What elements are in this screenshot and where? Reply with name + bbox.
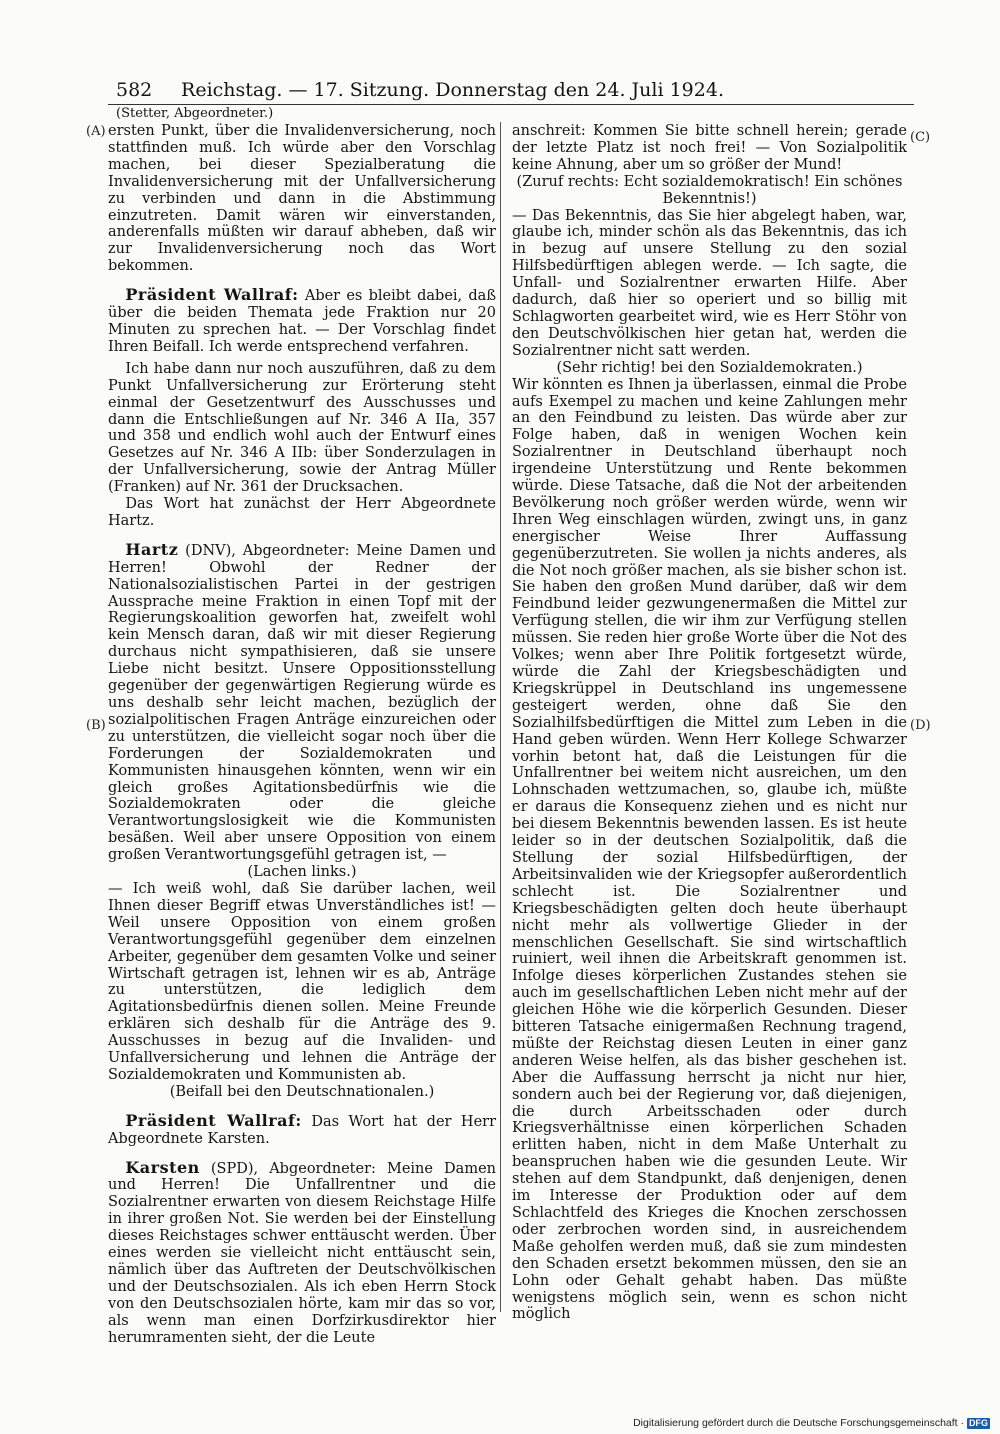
dfg-logo: DFG (969, 1417, 988, 1428)
speaker-name: Präsident Wallraf: (125, 285, 299, 305)
margin-marker-a: (A) (86, 124, 106, 139)
paragraph (108, 1157, 496, 1347)
digitization-footer (633, 1416, 990, 1430)
speaker-name: Hartz (125, 539, 179, 559)
speech-text: Aber es bleibt dabei, daß über die beiden Themata jede Fraktion nur 20 Minuten zu sprechen hat. — Der Vorschlag findet Ihren Beifall. Ich werde entsprechend verfahren. (108, 288, 497, 355)
paragraph (108, 539, 497, 864)
running-title: Reichstag. — 17. Sitzung. Donnerstag den 24. Juli 1924. (181, 79, 724, 101)
interjection: (Lachen links.) (247, 864, 357, 881)
paragraph: Ich habe dann nur noch auszuführen, daß zu dem Punkt Unfallversicherung zur Erörterung steht einmal der Gesetzentwurf des Ausschusses und dann die Entschließungen auf Nr. 346 A IIa, 357 und 358 und endlich wohl auch der Entwurf eines Gesetzes auf Nr. 346 A IIb: über Sonderzulagen in der Unfallversicherung, sowie der Antrag Müller (Franken) auf Nr. 361 der Drucksachen. (108, 360, 496, 496)
speech-text: (DNV), Abgeordneter: Meine Damen und Herren! Obwohl der Redner der Nationalsozialistischen Partei in der gestrigen Aussprache meine Fraktion in einen Topf mit der Regierungskoalition geworfen hat, zweifelt wohl kein Mensch daran, daß wir mit dieser Regierung durchaus nicht sympathisieren, daß sie unsere Liebe nicht besitzt. Unsere Oppositionsstellung gegenüber der gegenwärtigen Regierung würde es uns deshalb sehr leicht machen, bezüglich der sozialpolitischen Fragen Anträge einzureichen oder zu unterstützen, die vielleicht sogar noch über die Forderungen der Sozialdemokraten und Kommunisten hinausgehen könnten, wenn wir ein gleich großes Agitationsbedürfnis wie die Sozialdemokraten oder die gleiche Verantwortungslosigkeit wie die Kommunisten besäßen. Weil aber unsere Opposition von einem großen Verantwortungsgefühl getragen ist, — (108, 542, 497, 864)
paragraph: Wir könnten es Ihnen ja überlassen, einmal die Probe aufs Exempel zu machen und keine Zahlungen mehr an den Feindbund zu leisten. Das würde aber zur Folge haben, daß in wenigen Wochen kein Sozialrentner in Deutschland überhaupt noch irgendeine Unterstützung und Rente bekommen würde. Diese Tatsache, daß die Not der arbeitenden Bevölkerung noch größer werden würde, wenn wir Ihren Weg einschlagen würden, zwingt uns, in ganz energischer Weise Ihrer Auffassung gegenüberzutreten. Sie wollen ja nichts anderes, als die Not noch größer machen, als sie bisher schon ist. Sie haben den großen Mund darüber, daß wir dem Feindbund leider gezwungenermaßen die Mittel zur Verfügung stellen, die wir ihm zur Verfügung stellen müssen. Sie reden hier große Worte über die Not des Volkes; wenn aber Ihre Politik fortgesetzt würde, würde die Zahl der Kriegsbeschädigten und Kriegskrüppel in Deutschland ins ungemessene gesteigert werden, ohne daß Sie den Sozialhilfsbedürftigen die Mittel zum Leben in die Hand geben würden. Wenn Herr Kollege Schwarzer vorhin betont hat, daß die Leistungen für die Unfallrentner bei weitem nicht ausreichen, um den Lohnschaden wettzumachen, so, glaube ich, müßte er daraus die Konsequenz ziehen und es nicht nur bei diesem Bekenntnis bewenden lassen. Es ist heute leider so in der deutschen Sozialpolitik, daß die Stellung der sozial Hilfsbedürftigen, der Arbeitsinvaliden wie der Kriegsopfer außerordentlich schlecht ist. Die Sozialrentner und Kriegsbeschädigten gelten doch heute überhaupt nicht mehr als vollwertige Glieder in der menschlichen Gesellschaft. Sie sind wirtschaftlich ruiniert, weil ihnen die Arbeitskraft genommen ist. Infolge dieses körperlichen Zustandes stehen sie auch im gesellschaftlichen Leben nicht mehr auf der gleichen Höhe wie die körperlich Gesunden. Dieser bitteren Tatsache einigermaßen Rechnung tragend, müßte der Reichstag diesen Leuten in einer ganz anderen Weise helfen, als das bisher geschehen ist. Aber die Auffassung herrscht ja nicht nur hier, sondern auch bei der Regierung vor, daß diejenigen, die durch Arbeitsschaden oder durch Kriegsverhältnisse einen körperlichen Schaden erlitten haben, nicht in dem Maße Unterhalt zu beanspruchen haben wie die gesunden Leute. Wir stehen auf dem Standpunkt, daß denjenigen, denen im Interesse der Produktion oder auf dem Schlachtfeld des Krieges die Knochen zerschossen oder zerbrochen worden sind, in ausreichendem Maße geholfen werden muß, daß sie zum mindesten den Schaden ersetzt bekommen müssen, den sie an Lohn oder Gehalt gehabt haben. Das müßte wenigstens möglich sein, wenn es schon nicht möglich (512, 376, 907, 1323)
speaker-name: Präsident Wallraf: (125, 1110, 302, 1130)
paragraph (108, 287, 496, 356)
speaker-name: Karsten (125, 1157, 200, 1177)
header-rule (108, 104, 914, 105)
footer-text: Digitalisierung gefördert durch die Deutsche Forschungsgemeinschaft · (633, 1417, 964, 1429)
interjection: (Beifall bei den Deutschnationalen.) (169, 1083, 435, 1100)
paragraph: — Das Bekenntnis, das Sie hier abgelegt haben, war, glaube ich, minder schön als das Bekenntnis, das ich in bezug auf unsere Stellung zu den sozial Hilfsbedürftigen ablegen werde. — Ich sagte, die Unfall- und Sozialrentner erwarten Hilfe. Aber dadurch, daß hier so operiert und so billig mit Schlagworten gearbeitet wird, wie es Herr Stöhr von den Deutschvölkischen hier getan hat, werden die Sozialrentner nicht satt werden. (512, 207, 907, 359)
interjection: (Sehr richtig! bei den Sozialdemokraten.) (556, 359, 863, 376)
paragraph: Das Wort hat zunächst der Herr Abgeordnete Hartz. (108, 496, 496, 529)
page-number: 582 (116, 79, 153, 101)
margin-marker-b: (B) (86, 718, 106, 733)
interjection: (Zuruf rechts: Echt sozialdemokratisch! Ein schönes Bekenntnis!) (516, 173, 903, 207)
paragraph: — Ich weiß wohl, daß Sie darüber lachen, weil Ihnen dieser Begriff etwas Unverständliches ist! — Weil unsere Opposition von einem großen Verantwortungsgefühl gegenüber dem einzelnen Arbeiter, gegenüber dem gesamten Volke und seiner Wirtschaft getragen ist, lehnen wir es ab, Anträge zu unterstützen, die lediglich dem Agitationsbedürfnis dienen sollen. Meine Freunde erklären sich deshalb für die Anträge des 9. Ausschusses in bezug auf die Invaliden- und Unfallversicherung und lehnen die Anträge der Sozialdemokraten und Kommunisten ab. (108, 880, 496, 1083)
page-header (116, 79, 724, 101)
margin-marker-d: (D) (910, 718, 931, 733)
left-column (108, 123, 496, 1347)
right-column (512, 123, 907, 1323)
margin-marker-c: (C) (910, 130, 931, 145)
column-separator (500, 122, 501, 1312)
continued-speaker-label: (Stetter, Abgeordneter.) (116, 106, 274, 121)
speech-text: Das Wort hat der Herr Abgeordnete Karsten. (108, 1113, 497, 1147)
paragraph (108, 1110, 497, 1148)
paragraph: anschreit: Kommen Sie bitte schnell herein; gerade der letzte Platz ist noch frei! — Von Sozialpolitik keine Ahnung, aber um so größer der Mund! (512, 123, 907, 173)
speech-text: (SPD), Abgeordneter: Meine Damen und Herren! Die Unfallrentner und die Sozialrentner erwarten von diesem Reichstage Hilfe in ihrer großen Not. Sie werden bei der Einstellung dieses Reichstages schwer enttäuscht werden. Über eines werden sie vielleicht nicht enttäuscht sein, nämlich über das Auftreten der Deutschvölkischen und der Deutschsozialen. Als ich eben Herrn Stock von den Deutschsozialen hörte, kam mir das so vor, als wenn man einen Dorfzirkusdirektor hier herumramenten sieht, der die Leute (108, 1160, 496, 1346)
paragraph: ersten Punkt, über die Invalidenversicherung, noch stattfinden muß. Ich würde aber den Vorschlag machen, bei dieser Spezialberatung die Invalidenversicherung mit der Unfallversicherung zu verbinden und dann in die Abstimmung einzutreten. Damit wären wir einverstanden, anderenfalls müßten wir darauf abheben, daß wir zur Invalidenversicherung noch das Wort bekommen. (108, 123, 496, 275)
